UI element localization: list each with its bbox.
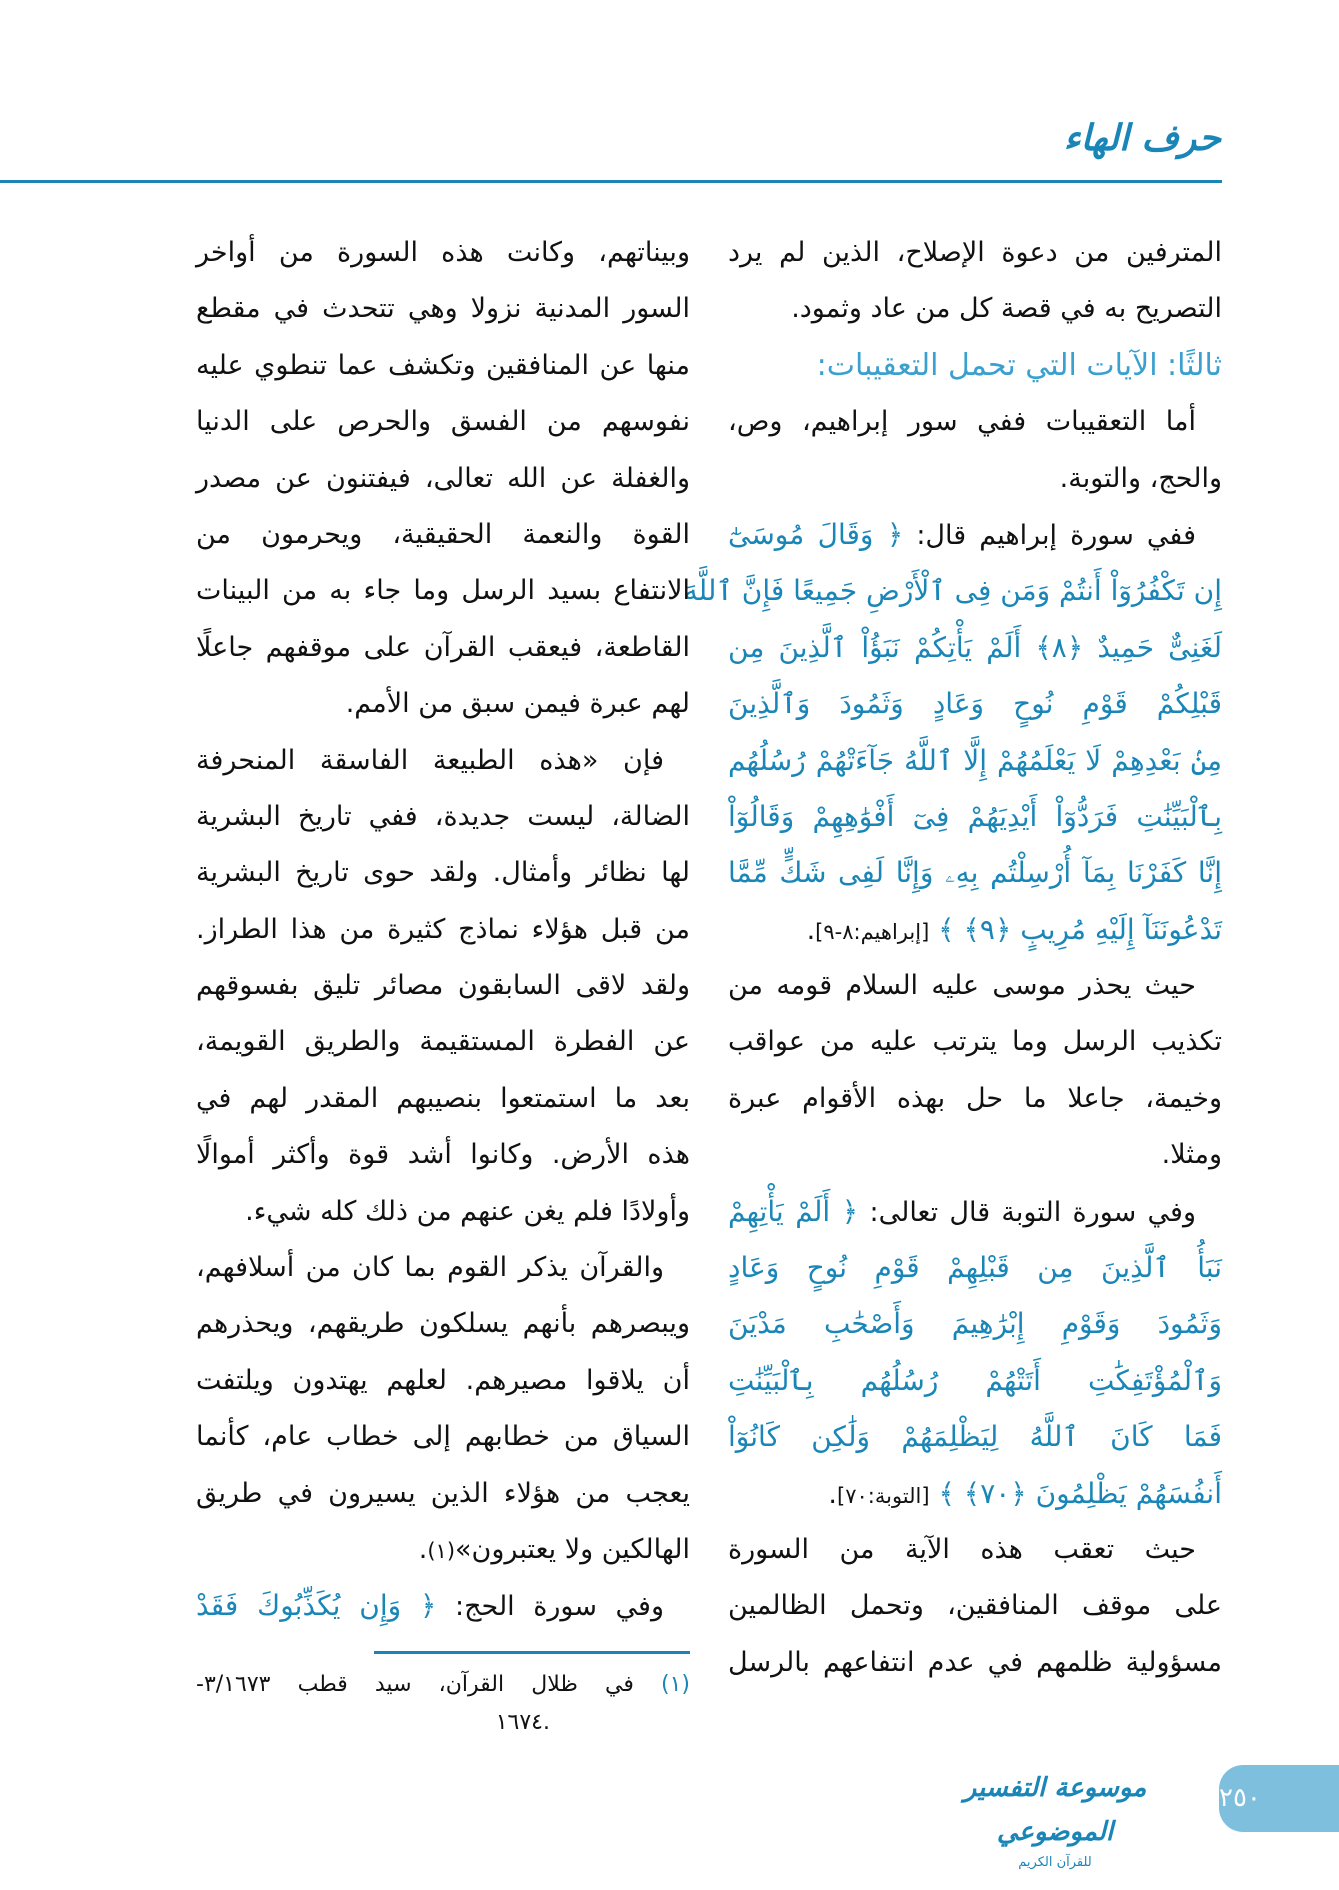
body-text: الضالة، ليست جديدة، ففي تاريخ البشرية xyxy=(196,800,690,832)
text-line xyxy=(728,1240,1222,1296)
body-text: القوة والنعمة الحقيقية، ويحرمون من xyxy=(196,518,690,550)
body-text: أما التعقيبات ففي سور إبراهيم، وص، xyxy=(728,406,1196,438)
left-text-column xyxy=(196,225,690,1635)
text-line xyxy=(196,1296,690,1352)
text-line xyxy=(728,902,1222,958)
text-line xyxy=(196,563,690,619)
body-text: والحج، والتوبة. xyxy=(1059,462,1222,494)
reference: [التوبة:٧٠] xyxy=(837,1483,930,1508)
body-text: مسؤولية ظلمهم في عدم انتفاعهم بالرسل xyxy=(728,1646,1222,1678)
page-number-badge: ٢٥٠ xyxy=(1219,1765,1339,1832)
quran-verse: ﴿ أَلَمْ يَأْتِهِمْ xyxy=(728,1194,859,1228)
footnote-line-2: .١٦٧٤ xyxy=(495,1710,550,1735)
body-text: وفي سورة الحج: xyxy=(436,1591,664,1623)
body-text: التصريح به في قصة كل من عاد وثمود. xyxy=(791,293,1222,325)
section-heading: ثالثًا: الآيات التي تحمل التعقيبات: xyxy=(816,347,1222,383)
body-text: ومثلا. xyxy=(1161,1139,1222,1171)
quran-verse: إِن تَكْفُرُوٓاْ أَنتُمْ وَمَن فِى ٱلْأَرْضِ جَمِيعًا فَإِنَّ ٱللَّهَ xyxy=(683,574,1222,608)
body-text: على موقف المنافقين، وتحمل الظالمين xyxy=(728,1590,1222,1622)
quran-verse: مِنۢ بَعْدِهِمْ لَا يَعْلَمُهُمْ إِلَّا ٱللَّهُ جَآءَتْهُمْ رُسُلُهُم xyxy=(728,743,1222,777)
text-line xyxy=(728,1014,1222,1070)
body-text: فإن «هذه الطبيعة الفاسقة المنحرفة xyxy=(196,744,664,776)
body-text: أن يلاقوا مصيرهم. لعلهم يهتدون ويلتفت xyxy=(196,1364,690,1396)
body-text: حيث يحذر موسى عليه السلام قومه من xyxy=(728,970,1196,1002)
text-line xyxy=(728,394,1222,450)
text-line xyxy=(196,676,690,732)
body-text: من قبل هؤلاء نماذج كثيرة من هذا الطراز. xyxy=(196,913,690,945)
body-text: وفي سورة التوبة قال تعالى: xyxy=(858,1196,1196,1228)
quran-verse: ﴿ وَإِن يُكَذِّبُوكَ فَقَدْ xyxy=(196,1589,437,1623)
body-text: الانتفاع بسيد الرسل وما جاء به من البينات xyxy=(196,575,690,607)
quran-verse: ﴿ وَقَالَ مُوسَىٰٓ xyxy=(728,517,904,551)
text-line xyxy=(728,1522,1222,1578)
logo-title: موسوعة التفسير الموضوعي xyxy=(963,1773,1147,1847)
text-line xyxy=(196,620,690,676)
text-line xyxy=(728,1578,1222,1634)
quran-verse: لَغَنِىٌّ حَمِيدٌ ﴿٨﴾ أَلَمْ يَأْتِكُمْ نَبَؤُاْ ٱلَّذِينَ مِن xyxy=(728,630,1222,664)
text-line xyxy=(196,451,690,507)
text-line xyxy=(196,1184,690,1240)
body-text: السياق من خطابهم إلى خطاب عام، كأنما xyxy=(196,1421,690,1453)
text-line xyxy=(728,1409,1222,1465)
body-text: وبيناتهم، وكانت هذه السورة من أواخر xyxy=(196,237,690,268)
text-line xyxy=(196,733,690,789)
text-line xyxy=(728,789,1222,845)
text-line xyxy=(196,789,690,845)
quran-verse: تَدْعُونَنَآ إِلَيْهِ مُرِيبٍ ﴿٩﴾ ﴾ xyxy=(929,912,1222,946)
text-line xyxy=(196,1466,690,1522)
body-text: حيث تعقب هذه الآية من السورة xyxy=(728,1533,1196,1565)
quran-verse: وَٱلْمُؤْتَفِكَٰتِ أَتَتْهُمْ رُسُلُهُم بِٱلْبَيِّنَٰتِ xyxy=(728,1363,1222,1397)
right-text-column xyxy=(683,225,1222,1691)
text-line xyxy=(728,1635,1222,1691)
footnote xyxy=(196,1666,690,1742)
text-line xyxy=(728,1184,1222,1240)
text-line xyxy=(728,845,1222,901)
text-line xyxy=(196,1014,690,1070)
quran-verse: إِنَّا كَفَرْنَا بِمَآ أُرْسِلْتُم بِهِۦ وَإِنَّا لَفِى شَكٍّ مِّمَّا xyxy=(728,856,1222,890)
footnote-number: (١) xyxy=(660,1672,690,1697)
header-divider xyxy=(0,180,1222,183)
body-text: هذه الأرض. وكانوا أشد قوة وأكثر أموالًا xyxy=(196,1139,690,1171)
reference: (١) xyxy=(427,1538,456,1563)
footnote-text: في ظلال القرآن، سيد قطب ٣/١٦٧٣- xyxy=(196,1672,634,1697)
body-text: . xyxy=(828,1478,838,1510)
text-line xyxy=(196,281,690,337)
text-line xyxy=(728,451,1222,507)
body-text: لهم عبرة فيمن سبق من الأمم. xyxy=(345,688,690,720)
body-text: بعد ما استمتعوا بنصيبهم المقدر لهم في xyxy=(196,1082,690,1114)
text-line xyxy=(196,394,690,450)
quran-verse: أَنفُسَهُمْ يَظْلِمُونَ ﴿٧٠﴾ ﴾ xyxy=(929,1476,1222,1510)
body-text: ولقد لاقى السابقون مصائر تليق بفسوقهم xyxy=(196,970,690,1002)
text-line xyxy=(196,1409,690,1465)
text-line xyxy=(683,563,1222,619)
quran-verse: قَبْلِكُمْ قَوْمِ نُوحٍ وَعَادٍ وَثَمُودَ وَٱلَّذِينَ xyxy=(728,687,1222,721)
text-line xyxy=(196,225,690,281)
body-text: يعجب من هؤلاء الذين يسيرون في طريق xyxy=(196,1477,690,1509)
chapter-header-title: حرف الهاء xyxy=(1063,118,1221,159)
body-text: ففي سورة إبراهيم قال: xyxy=(903,519,1197,551)
body-text: والغفلة عن الله تعالى، فيفتنون عن مصدر xyxy=(196,462,690,494)
text-line xyxy=(728,1296,1222,1352)
body-text: . xyxy=(806,914,816,946)
body-text: . xyxy=(418,1533,428,1565)
text-line xyxy=(728,338,1222,394)
text-line xyxy=(728,676,1222,732)
body-text: تكذيب الرسل وما يترتب عليه من عواقب xyxy=(728,1026,1222,1058)
quran-verse: نَبَأُ ٱلَّذِينَ مِن قَبْلِهِمْ قَوْمِ نُوحٍ وَعَادٍ xyxy=(728,1251,1222,1285)
text-line xyxy=(728,1466,1222,1522)
body-text: والقرآن يذكر القوم بما كان من أسلافهم، xyxy=(196,1252,664,1284)
footnote-line-1 xyxy=(196,1666,690,1704)
body-text: نفوسهم من الفسق والحرص على الدنيا xyxy=(196,406,690,438)
body-text: عن الفطرة المستقيمة والطريق القويمة، xyxy=(196,1026,690,1058)
body-text: وخيمة، جاعلا ما حل بهذه الأقوام عبرة xyxy=(728,1082,1222,1114)
text-line xyxy=(196,1071,690,1127)
text-line xyxy=(196,1522,690,1578)
text-line xyxy=(196,902,690,958)
quran-verse: بِٱلْبَيِّنَٰتِ فَرَدُّوٓاْ أَيْدِيَهُمْ فِىٓ أَفْوَٰهِهِمْ وَقَالُوٓاْ xyxy=(728,799,1222,833)
text-line xyxy=(196,338,690,394)
text-line xyxy=(728,225,1222,281)
body-text: ويبصرهم بأنهم يسلكون طريقهم، ويحذرهم xyxy=(196,1308,690,1340)
text-line xyxy=(196,845,690,901)
text-line xyxy=(728,620,1222,676)
text-line xyxy=(196,1127,690,1183)
body-text: القاطعة، فيعقب القرآن على موقفهم جاعلًا xyxy=(196,631,690,663)
text-line xyxy=(728,281,1222,337)
body-text: المترفين من دعوة الإصلاح، الذين لم يرد xyxy=(728,237,1222,268)
quran-verse: فَمَا كَانَ ٱللَّهُ لِيَظْلِمَهُمْ وَلَٰكِن كَانُوٓاْ xyxy=(728,1420,1222,1454)
text-line xyxy=(728,1353,1222,1409)
quran-verse: وَثَمُودَ وَقَوْمِ إِبْرَٰهِيمَ وَأَصْحَٰبِ مَدْيَنَ xyxy=(728,1307,1222,1341)
footnote-divider xyxy=(374,1651,690,1654)
logo-subtitle: للقرآن الكريم xyxy=(1018,1855,1092,1870)
text-line xyxy=(196,1240,690,1296)
text-line xyxy=(728,958,1222,1014)
text-line xyxy=(728,1127,1222,1183)
body-text: السور المدنية نزولا وهي تتحدث في مقطع xyxy=(196,293,690,325)
text-line xyxy=(728,733,1222,789)
text-line xyxy=(196,958,690,1014)
reference: [إبراهيم:٨-٩] xyxy=(815,919,930,944)
text-line xyxy=(196,1353,690,1409)
text-line xyxy=(728,507,1222,563)
body-text: الهالكين ولا يعتبرون» xyxy=(455,1533,690,1565)
encyclopedia-logo xyxy=(930,1766,1180,1870)
text-line xyxy=(196,507,690,563)
text-line xyxy=(196,1578,690,1634)
body-text: لها نظائر وأمثال. ولقد حوى تاريخ البشرية xyxy=(196,857,690,889)
text-line xyxy=(728,1071,1222,1127)
body-text: منها عن المنافقين وتكشف عما تنطوي عليه xyxy=(196,349,690,381)
body-text: وأولادًا فلم يغن عنهم من ذلك كله شيء. xyxy=(245,1195,690,1227)
